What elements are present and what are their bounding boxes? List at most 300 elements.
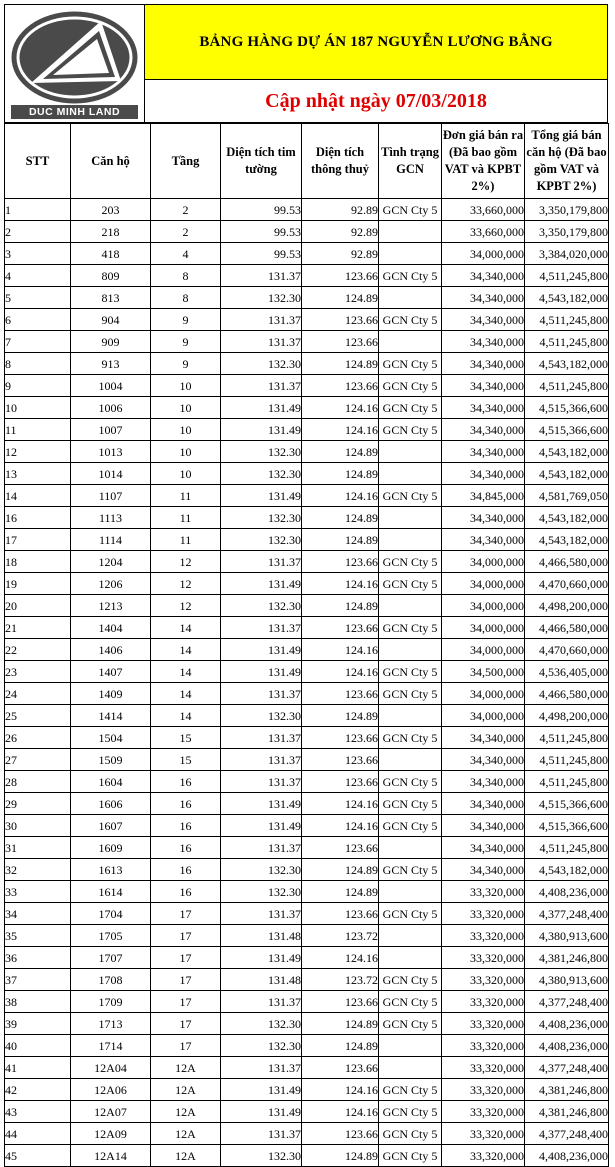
cell-unit-price: 34,340,000 bbox=[442, 815, 525, 837]
cell-clear-area: 124.16 bbox=[302, 947, 379, 969]
cell-gcn-status bbox=[379, 837, 442, 859]
price-sheet bbox=[4, 4, 608, 1164]
cell-clear-area: 124.89 bbox=[302, 595, 379, 617]
table-row bbox=[5, 265, 609, 287]
cell-unit-price: 33,320,000 bbox=[442, 903, 525, 925]
cell-stt: 36 bbox=[5, 947, 71, 969]
cell-floor: 16 bbox=[151, 793, 221, 815]
cell-stt: 31 bbox=[5, 837, 71, 859]
cell-stt: 12 bbox=[5, 441, 71, 463]
cell-floor: 17 bbox=[151, 947, 221, 969]
cell-unit-price: 34,845,000 bbox=[442, 485, 525, 507]
cell-floor: 8 bbox=[151, 265, 221, 287]
cell-clear-area: 123.66 bbox=[302, 749, 379, 771]
cell-floor: 11 bbox=[151, 507, 221, 529]
table-row bbox=[5, 639, 609, 661]
cell-wall-area: 131.49 bbox=[221, 419, 302, 441]
table-row bbox=[5, 375, 609, 397]
cell-clear-area: 123.66 bbox=[302, 551, 379, 573]
cell-gcn-status: GCN Cty 5 bbox=[379, 683, 442, 705]
table-row bbox=[5, 573, 609, 595]
cell-unit-price: 34,000,000 bbox=[442, 683, 525, 705]
cell-stt: 19 bbox=[5, 573, 71, 595]
cell-apartment: 1007 bbox=[71, 419, 151, 441]
table-row bbox=[5, 199, 609, 221]
cell-floor: 12A bbox=[151, 1101, 221, 1123]
cell-unit-price: 34,340,000 bbox=[442, 397, 525, 419]
table-row bbox=[5, 683, 609, 705]
cell-stt: 35 bbox=[5, 925, 71, 947]
cell-gcn-status: GCN Cty 5 bbox=[379, 573, 442, 595]
cell-stt: 30 bbox=[5, 815, 71, 837]
cell-stt: 42 bbox=[5, 1079, 71, 1101]
cell-total-price: 4,466,580,000 bbox=[525, 551, 609, 573]
cell-apartment: 12A04 bbox=[71, 1057, 151, 1079]
cell-clear-area: 123.66 bbox=[302, 265, 379, 287]
cell-floor: 17 bbox=[151, 1035, 221, 1057]
cell-apartment: 1705 bbox=[71, 925, 151, 947]
cell-wall-area: 131.37 bbox=[221, 749, 302, 771]
cell-clear-area: 124.89 bbox=[302, 705, 379, 727]
table-row bbox=[5, 1123, 609, 1145]
cell-gcn-status: GCN Cty 5 bbox=[379, 397, 442, 419]
table-header-row bbox=[5, 124, 609, 199]
cell-wall-area: 132.30 bbox=[221, 441, 302, 463]
cell-unit-price: 34,000,000 bbox=[442, 551, 525, 573]
cell-clear-area: 123.66 bbox=[302, 837, 379, 859]
cell-unit-price: 33,320,000 bbox=[442, 1013, 525, 1035]
cell-wall-area: 131.37 bbox=[221, 617, 302, 639]
cell-stt: 1 bbox=[5, 199, 71, 221]
cell-floor: 17 bbox=[151, 969, 221, 991]
cell-gcn-status bbox=[379, 221, 442, 243]
cell-floor: 12A bbox=[151, 1145, 221, 1167]
table-row bbox=[5, 727, 609, 749]
cell-apartment: 1606 bbox=[71, 793, 151, 815]
cell-clear-area: 123.66 bbox=[302, 1123, 379, 1145]
update-date: Cập nhật ngày 07/03/2018 bbox=[145, 80, 608, 123]
cell-apartment: 1609 bbox=[71, 837, 151, 859]
table-row bbox=[5, 287, 609, 309]
cell-wall-area: 131.37 bbox=[221, 265, 302, 287]
cell-gcn-status: GCN Cty 5 bbox=[379, 265, 442, 287]
cell-clear-area: 123.66 bbox=[302, 1057, 379, 1079]
cell-wall-area: 131.37 bbox=[221, 903, 302, 925]
cell-apartment: 813 bbox=[71, 287, 151, 309]
cell-wall-area: 131.49 bbox=[221, 661, 302, 683]
cell-apartment: 203 bbox=[71, 199, 151, 221]
cell-gcn-status: GCN Cty 5 bbox=[379, 1013, 442, 1035]
cell-floor: 16 bbox=[151, 771, 221, 793]
cell-apartment: 1407 bbox=[71, 661, 151, 683]
table-row bbox=[5, 1145, 609, 1167]
cell-wall-area: 131.48 bbox=[221, 925, 302, 947]
cell-floor: 9 bbox=[151, 309, 221, 331]
cell-total-price: 4,511,245,800 bbox=[525, 749, 609, 771]
cell-stt: 3 bbox=[5, 243, 71, 265]
cell-total-price: 4,380,913,600 bbox=[525, 925, 609, 947]
cell-clear-area: 124.16 bbox=[302, 639, 379, 661]
cell-clear-area: 124.89 bbox=[302, 353, 379, 375]
cell-total-price: 4,511,245,800 bbox=[525, 727, 609, 749]
cell-floor: 14 bbox=[151, 683, 221, 705]
cell-gcn-status: GCN Cty 5 bbox=[379, 1079, 442, 1101]
cell-gcn-status: GCN Cty 5 bbox=[379, 1123, 442, 1145]
cell-total-price: 4,543,182,000 bbox=[525, 353, 609, 375]
cell-total-price: 4,515,366,600 bbox=[525, 793, 609, 815]
table-row bbox=[5, 617, 609, 639]
cell-wall-area: 132.30 bbox=[221, 705, 302, 727]
cell-stt: 26 bbox=[5, 727, 71, 749]
table-row bbox=[5, 771, 609, 793]
cell-clear-area: 123.66 bbox=[302, 683, 379, 705]
cell-wall-area: 131.49 bbox=[221, 485, 302, 507]
cell-wall-area: 131.37 bbox=[221, 1123, 302, 1145]
cell-clear-area: 124.89 bbox=[302, 529, 379, 551]
table-row bbox=[5, 463, 609, 485]
cell-clear-area: 124.16 bbox=[302, 485, 379, 507]
table-row bbox=[5, 1057, 609, 1079]
table-row bbox=[5, 837, 609, 859]
cell-total-price: 4,408,236,000 bbox=[525, 1035, 609, 1057]
cell-apartment: 1404 bbox=[71, 617, 151, 639]
cell-apartment: 12A07 bbox=[71, 1101, 151, 1123]
cell-gcn-status: GCN Cty 5 bbox=[379, 353, 442, 375]
table-row bbox=[5, 595, 609, 617]
cell-wall-area: 132.30 bbox=[221, 287, 302, 309]
cell-floor: 10 bbox=[151, 397, 221, 419]
cell-apartment: 1504 bbox=[71, 727, 151, 749]
cell-floor: 12 bbox=[151, 573, 221, 595]
cell-wall-area: 131.37 bbox=[221, 551, 302, 573]
cell-apartment: 1714 bbox=[71, 1035, 151, 1057]
cell-gcn-status bbox=[379, 881, 442, 903]
table-row bbox=[5, 485, 609, 507]
cell-total-price: 4,511,245,800 bbox=[525, 265, 609, 287]
cell-clear-area: 123.72 bbox=[302, 925, 379, 947]
cell-unit-price: 34,340,000 bbox=[442, 507, 525, 529]
cell-unit-price: 34,000,000 bbox=[442, 573, 525, 595]
cell-floor: 9 bbox=[151, 331, 221, 353]
cell-stt: 41 bbox=[5, 1057, 71, 1079]
cell-wall-area: 131.37 bbox=[221, 991, 302, 1013]
cell-floor: 10 bbox=[151, 463, 221, 485]
cell-apartment: 1614 bbox=[71, 881, 151, 903]
cell-unit-price: 34,340,000 bbox=[442, 793, 525, 815]
cell-stt: 23 bbox=[5, 661, 71, 683]
cell-apartment: 418 bbox=[71, 243, 151, 265]
cell-total-price: 4,543,182,000 bbox=[525, 287, 609, 309]
table-row bbox=[5, 397, 609, 419]
cell-total-price: 4,381,246,800 bbox=[525, 1101, 609, 1123]
cell-total-price: 4,515,366,600 bbox=[525, 397, 609, 419]
cell-total-price: 4,466,580,000 bbox=[525, 683, 609, 705]
cell-gcn-status: GCN Cty 5 bbox=[379, 1145, 442, 1167]
cell-total-price: 4,543,182,000 bbox=[525, 507, 609, 529]
cell-total-price: 4,377,248,400 bbox=[525, 1123, 609, 1145]
cell-unit-price: 33,320,000 bbox=[442, 991, 525, 1013]
cell-wall-area: 131.37 bbox=[221, 309, 302, 331]
table-row bbox=[5, 925, 609, 947]
cell-stt: 10 bbox=[5, 397, 71, 419]
cell-floor: 17 bbox=[151, 1013, 221, 1035]
company-logo bbox=[4, 4, 145, 123]
cell-stt: 25 bbox=[5, 705, 71, 727]
cell-unit-price: 33,320,000 bbox=[442, 1123, 525, 1145]
table-row bbox=[5, 749, 609, 771]
cell-gcn-status: GCN Cty 5 bbox=[379, 815, 442, 837]
table-row bbox=[5, 221, 609, 243]
col-header-unit-price: Đơn giá bán ra (Đã bao gồm VAT và KPBT 2%) bbox=[442, 124, 525, 199]
cell-apartment: 1604 bbox=[71, 771, 151, 793]
cell-total-price: 4,511,245,800 bbox=[525, 837, 609, 859]
cell-apartment: 12A09 bbox=[71, 1123, 151, 1145]
cell-clear-area: 124.89 bbox=[302, 507, 379, 529]
cell-unit-price: 33,320,000 bbox=[442, 1035, 525, 1057]
col-header-apartment: Căn hộ bbox=[71, 124, 151, 199]
cell-wall-area: 131.37 bbox=[221, 727, 302, 749]
cell-unit-price: 33,320,000 bbox=[442, 925, 525, 947]
cell-total-price: 4,498,200,000 bbox=[525, 595, 609, 617]
cell-stt: 38 bbox=[5, 991, 71, 1013]
cell-clear-area: 124.89 bbox=[302, 1035, 379, 1057]
table-row bbox=[5, 661, 609, 683]
cell-wall-area: 131.37 bbox=[221, 375, 302, 397]
table-row bbox=[5, 353, 609, 375]
cell-stt: 5 bbox=[5, 287, 71, 309]
cell-apartment: 1708 bbox=[71, 969, 151, 991]
cell-wall-area: 132.30 bbox=[221, 463, 302, 485]
table-row bbox=[5, 1079, 609, 1101]
cell-clear-area: 123.66 bbox=[302, 991, 379, 1013]
cell-unit-price: 34,340,000 bbox=[442, 265, 525, 287]
table-row bbox=[5, 551, 609, 573]
cell-total-price: 4,511,245,800 bbox=[525, 375, 609, 397]
cell-unit-price: 34,340,000 bbox=[442, 419, 525, 441]
cell-floor: 17 bbox=[151, 925, 221, 947]
cell-total-price: 4,377,248,400 bbox=[525, 903, 609, 925]
cell-wall-area: 132.30 bbox=[221, 529, 302, 551]
table-row bbox=[5, 1035, 609, 1057]
cell-apartment: 1213 bbox=[71, 595, 151, 617]
cell-gcn-status bbox=[379, 749, 442, 771]
cell-unit-price: 34,340,000 bbox=[442, 771, 525, 793]
cell-floor: 2 bbox=[151, 199, 221, 221]
cell-apartment: 1013 bbox=[71, 441, 151, 463]
table-row bbox=[5, 859, 609, 881]
cell-total-price: 4,511,245,800 bbox=[525, 771, 609, 793]
cell-stt: 6 bbox=[5, 309, 71, 331]
cell-stt: 18 bbox=[5, 551, 71, 573]
cell-gcn-status: GCN Cty 5 bbox=[379, 309, 442, 331]
cell-clear-area: 123.66 bbox=[302, 309, 379, 331]
price-table bbox=[4, 123, 609, 1167]
cell-unit-price: 33,320,000 bbox=[442, 1101, 525, 1123]
cell-apartment: 1004 bbox=[71, 375, 151, 397]
cell-stt: 16 bbox=[5, 507, 71, 529]
cell-wall-area: 132.30 bbox=[221, 353, 302, 375]
cell-floor: 10 bbox=[151, 419, 221, 441]
cell-stt: 29 bbox=[5, 793, 71, 815]
cell-stt: 28 bbox=[5, 771, 71, 793]
cell-clear-area: 124.89 bbox=[302, 441, 379, 463]
cell-floor: 16 bbox=[151, 837, 221, 859]
cell-stt: 43 bbox=[5, 1101, 71, 1123]
logo-text: DUC MINH LAND bbox=[11, 105, 138, 119]
cell-floor: 15 bbox=[151, 749, 221, 771]
cell-gcn-status bbox=[379, 595, 442, 617]
cell-clear-area: 124.16 bbox=[302, 1101, 379, 1123]
cell-wall-area: 132.30 bbox=[221, 1145, 302, 1167]
cell-stt: 13 bbox=[5, 463, 71, 485]
col-header-wall-area: Diện tích tim tường bbox=[221, 124, 302, 199]
sheet-header bbox=[4, 4, 608, 123]
cell-stt: 32 bbox=[5, 859, 71, 881]
cell-total-price: 4,466,580,000 bbox=[525, 617, 609, 639]
cell-clear-area: 92.89 bbox=[302, 243, 379, 265]
cell-floor: 14 bbox=[151, 617, 221, 639]
cell-wall-area: 131.37 bbox=[221, 771, 302, 793]
table-row bbox=[5, 903, 609, 925]
cell-wall-area: 132.30 bbox=[221, 859, 302, 881]
cell-wall-area: 131.49 bbox=[221, 1079, 302, 1101]
cell-floor: 12A bbox=[151, 1057, 221, 1079]
cell-stt: 21 bbox=[5, 617, 71, 639]
cell-floor: 16 bbox=[151, 881, 221, 903]
cell-gcn-status: GCN Cty 5 bbox=[379, 551, 442, 573]
cell-gcn-status bbox=[379, 507, 442, 529]
cell-floor: 14 bbox=[151, 705, 221, 727]
cell-unit-price: 33,660,000 bbox=[442, 199, 525, 221]
cell-stt: 33 bbox=[5, 881, 71, 903]
cell-apartment: 1107 bbox=[71, 485, 151, 507]
table-row bbox=[5, 529, 609, 551]
cell-clear-area: 124.16 bbox=[302, 793, 379, 815]
cell-floor: 2 bbox=[151, 221, 221, 243]
cell-clear-area: 123.66 bbox=[302, 331, 379, 353]
cell-unit-price: 34,340,000 bbox=[442, 529, 525, 551]
cell-stt: 39 bbox=[5, 1013, 71, 1035]
cell-unit-price: 33,320,000 bbox=[442, 1079, 525, 1101]
cell-wall-area: 131.49 bbox=[221, 947, 302, 969]
table-row bbox=[5, 947, 609, 969]
cell-floor: 12A bbox=[151, 1079, 221, 1101]
cell-gcn-status bbox=[379, 705, 442, 727]
cell-clear-area: 124.89 bbox=[302, 859, 379, 881]
cell-unit-price: 34,340,000 bbox=[442, 463, 525, 485]
cell-gcn-status bbox=[379, 529, 442, 551]
cell-floor: 16 bbox=[151, 859, 221, 881]
cell-clear-area: 124.16 bbox=[302, 419, 379, 441]
cell-gcn-status: GCN Cty 5 bbox=[379, 485, 442, 507]
cell-wall-area: 132.30 bbox=[221, 595, 302, 617]
cell-unit-price: 33,660,000 bbox=[442, 221, 525, 243]
cell-total-price: 4,408,236,000 bbox=[525, 1145, 609, 1167]
cell-stt: 14 bbox=[5, 485, 71, 507]
cell-wall-area: 131.49 bbox=[221, 815, 302, 837]
cell-stt: 20 bbox=[5, 595, 71, 617]
cell-apartment: 1409 bbox=[71, 683, 151, 705]
cell-wall-area: 131.37 bbox=[221, 1057, 302, 1079]
cell-floor: 4 bbox=[151, 243, 221, 265]
cell-stt: 37 bbox=[5, 969, 71, 991]
table-row bbox=[5, 1101, 609, 1123]
cell-unit-price: 33,320,000 bbox=[442, 947, 525, 969]
cell-wall-area: 132.30 bbox=[221, 1013, 302, 1035]
cell-gcn-status bbox=[379, 441, 442, 463]
table-row bbox=[5, 705, 609, 727]
cell-total-price: 4,515,366,600 bbox=[525, 419, 609, 441]
table-row bbox=[5, 243, 609, 265]
cell-gcn-status: GCN Cty 5 bbox=[379, 793, 442, 815]
cell-gcn-status: GCN Cty 5 bbox=[379, 1101, 442, 1123]
cell-floor: 17 bbox=[151, 991, 221, 1013]
col-header-clear-area: Diện tích thông thuỷ bbox=[302, 124, 379, 199]
cell-clear-area: 124.16 bbox=[302, 397, 379, 419]
cell-unit-price: 34,000,000 bbox=[442, 243, 525, 265]
cell-apartment: 1406 bbox=[71, 639, 151, 661]
cell-total-price: 4,543,182,000 bbox=[525, 859, 609, 881]
cell-gcn-status: GCN Cty 5 bbox=[379, 419, 442, 441]
cell-apartment: 1509 bbox=[71, 749, 151, 771]
cell-apartment: 1006 bbox=[71, 397, 151, 419]
cell-wall-area: 131.49 bbox=[221, 1101, 302, 1123]
cell-gcn-status bbox=[379, 925, 442, 947]
cell-clear-area: 124.89 bbox=[302, 287, 379, 309]
cell-clear-area: 123.72 bbox=[302, 969, 379, 991]
cell-apartment: 809 bbox=[71, 265, 151, 287]
table-row bbox=[5, 419, 609, 441]
cell-unit-price: 34,340,000 bbox=[442, 375, 525, 397]
cell-stt: 40 bbox=[5, 1035, 71, 1057]
cell-gcn-status: GCN Cty 5 bbox=[379, 727, 442, 749]
cell-total-price: 3,350,179,800 bbox=[525, 221, 609, 243]
cell-wall-area: 99.53 bbox=[221, 199, 302, 221]
table-row bbox=[5, 793, 609, 815]
cell-floor: 10 bbox=[151, 375, 221, 397]
cell-wall-area: 131.49 bbox=[221, 793, 302, 815]
cell-gcn-status bbox=[379, 1035, 442, 1057]
cell-floor: 11 bbox=[151, 529, 221, 551]
cell-clear-area: 124.89 bbox=[302, 463, 379, 485]
cell-unit-price: 33,320,000 bbox=[442, 881, 525, 903]
cell-gcn-status: GCN Cty 5 bbox=[379, 969, 442, 991]
cell-stt: 27 bbox=[5, 749, 71, 771]
cell-apartment: 909 bbox=[71, 331, 151, 353]
table-row bbox=[5, 991, 609, 1013]
cell-gcn-status: GCN Cty 5 bbox=[379, 199, 442, 221]
cell-total-price: 4,470,660,000 bbox=[525, 573, 609, 595]
cell-unit-price: 33,320,000 bbox=[442, 1145, 525, 1167]
cell-apartment: 1713 bbox=[71, 1013, 151, 1035]
cell-unit-price: 33,320,000 bbox=[442, 969, 525, 991]
cell-apartment: 1414 bbox=[71, 705, 151, 727]
cell-clear-area: 124.89 bbox=[302, 1013, 379, 1035]
cell-gcn-status: GCN Cty 5 bbox=[379, 859, 442, 881]
cell-gcn-status: GCN Cty 5 bbox=[379, 375, 442, 397]
cell-floor: 14 bbox=[151, 639, 221, 661]
table-row bbox=[5, 507, 609, 529]
col-header-gcn-status: Tình trạng GCN bbox=[379, 124, 442, 199]
cell-unit-price: 34,340,000 bbox=[442, 837, 525, 859]
cell-gcn-status: GCN Cty 5 bbox=[379, 903, 442, 925]
cell-clear-area: 123.66 bbox=[302, 617, 379, 639]
sheet-title: BẢNG HÀNG DỰ ÁN 187 NGUYỄN LƯƠNG BẰNG bbox=[145, 4, 608, 80]
cell-apartment: 1114 bbox=[71, 529, 151, 551]
table-row bbox=[5, 309, 609, 331]
cell-wall-area: 132.30 bbox=[221, 507, 302, 529]
col-header-total-price: Tổng giá bán căn hộ (Đã bao gồm VAT và KPBT 2%) bbox=[525, 124, 609, 199]
